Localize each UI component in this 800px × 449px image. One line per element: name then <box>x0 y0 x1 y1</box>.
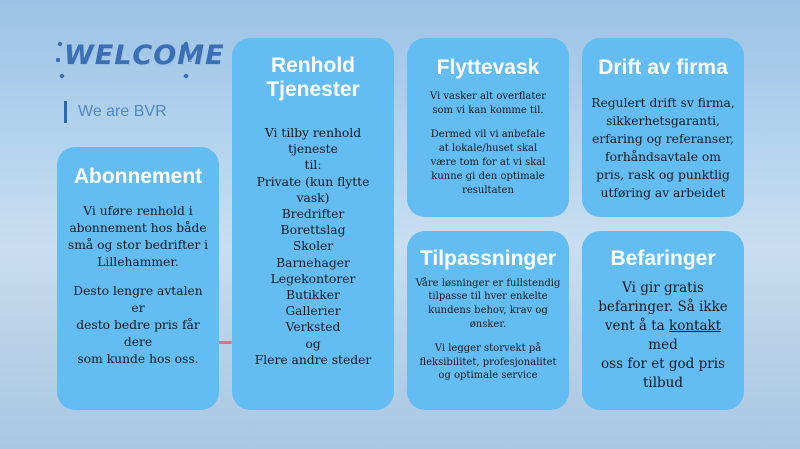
welcome-logo <box>56 36 225 84</box>
card-text-line: Borettslag <box>280 223 346 238</box>
card-body <box>415 90 561 198</box>
card-text-line: og optimale service <box>438 370 538 382</box>
card-text-line: og <box>305 336 321 351</box>
card-text-line: Desto lengre avtalen er <box>73 283 203 315</box>
sparkle-icon <box>59 73 64 78</box>
card-body <box>590 279 736 393</box>
card-text-line: erfaring og referanser, <box>592 131 734 146</box>
card-text-line: være tom for at vi skal <box>430 156 546 168</box>
card-text-line: fleksibilitet, profesjonalitet <box>419 356 557 368</box>
card-text-line: Barnehager <box>276 255 350 270</box>
card-text-line: utføring av arbeidet <box>600 185 726 200</box>
card-text-line: kunne gi den optimale <box>431 170 545 182</box>
card-text-line: Vi vasker alt overflater <box>429 90 547 102</box>
contact-link[interactable]: kontakt <box>669 317 722 334</box>
card-text-line: til: <box>304 158 322 173</box>
card-text-line: Regulert drift sv firma, <box>591 95 735 110</box>
card-title: Abonnement <box>73 165 203 188</box>
card-text-line: Lillehammer. <box>97 254 179 269</box>
card-title-line: Tjenester <box>266 77 360 101</box>
card-title-line: Renhold <box>271 54 355 77</box>
card-text-fragment: med <box>648 336 678 353</box>
card-text-line: tilbud <box>642 374 684 391</box>
card-body <box>240 125 386 368</box>
card-text-line: Vi tilby renhold tjeneste <box>264 126 362 157</box>
card-text-line: pris, rask og punktlig <box>596 167 730 182</box>
card-text-line: ønsker. <box>469 318 507 330</box>
card-text-fragment: vent å ta <box>604 317 670 334</box>
tagline: We are BVR <box>78 103 167 120</box>
card-text-line: Butikker <box>286 288 340 303</box>
card-text-line: befaringer. Så ikke <box>598 298 728 315</box>
card-title: Flyttevask <box>436 56 540 79</box>
card-renhold-tjenester <box>232 38 394 410</box>
card-text-line: forhåndsavtale om <box>605 149 721 164</box>
card-text-line: Private (kun flytte vask) <box>256 174 370 205</box>
card-text-line: Flere andre steder <box>254 352 372 367</box>
card-body <box>415 277 561 384</box>
welcome-title: WELCOME <box>64 40 225 71</box>
card-title: Befaringer <box>610 247 716 270</box>
tagline-accent-bar <box>64 101 67 123</box>
card-text-line: Vi gir gratis <box>622 279 704 296</box>
card-text-line: Vi legger storvekt på <box>434 342 542 354</box>
card-body <box>590 94 736 202</box>
card-text-line: Skoler <box>292 239 334 254</box>
card-text-line: tilpasse til hver enkelte <box>428 291 548 303</box>
card-title <box>240 54 386 101</box>
card-text-line: små og stor bedrifter i <box>67 237 209 252</box>
card-spacer <box>415 118 561 128</box>
card-text-line <box>590 317 736 355</box>
sparkle-icon <box>56 58 60 62</box>
card-text-line: sikkerhetsgaranti, <box>606 113 720 128</box>
card-text-line: desto bedre pris får dere <box>76 317 200 349</box>
card-text-line: Legekontorer <box>270 271 356 286</box>
sparkle-icon <box>183 73 188 78</box>
card-befaringer <box>582 231 744 410</box>
card-text-line: abonnement hos både <box>69 220 207 235</box>
card-text-line: Vi uføre renhold i <box>83 203 193 218</box>
card-text-line: Dermed vil vi anbefale <box>430 128 546 140</box>
card-text-line: resultaten <box>462 184 514 196</box>
card-spacer <box>415 332 561 342</box>
card-spacer <box>65 271 211 283</box>
card-text-line: Gallerier <box>285 304 341 319</box>
card-drift-av-firma <box>582 38 744 217</box>
card-title: Drift av firma <box>598 56 728 79</box>
card-title: Tilpassninger <box>419 247 557 270</box>
card-text-line: Bredrifter <box>281 207 345 222</box>
card-flyttevask <box>407 38 569 217</box>
card-abonnement <box>57 147 219 410</box>
card-text-line: som kunde hos oss. <box>77 351 199 366</box>
card-text-line: Våre løsninger er fullstendig <box>415 277 561 289</box>
water-ripple <box>218 341 232 344</box>
card-tilpassninger <box>407 231 569 410</box>
card-text-line: oss for et god pris <box>601 355 725 372</box>
card-text-line: Verksted <box>285 320 341 335</box>
sparkle-icon <box>57 41 62 46</box>
card-text-line: som vi kan komme til. <box>432 104 544 116</box>
card-body <box>65 203 211 368</box>
card-text-line: kundens behov, krav og <box>428 305 548 317</box>
card-text-line: at lokale/huset skal <box>438 142 538 154</box>
